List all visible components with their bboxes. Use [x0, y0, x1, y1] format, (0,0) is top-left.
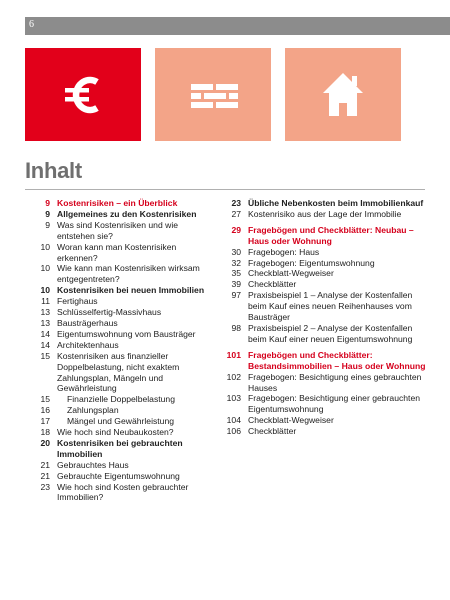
toc-entry — [25, 482, 215, 504]
toc-entry-title: Kostenrisiken – ein Überblick — [57, 198, 178, 208]
page-number: 6 — [29, 19, 34, 30]
toc-entry-title: Fertighaus — [57, 296, 98, 307]
toc-page-number: 14 — [40, 339, 50, 350]
toc-left-column — [25, 198, 215, 503]
toc-entry — [25, 340, 215, 351]
toc-entry — [25, 285, 215, 296]
toc-page-number: 17 — [40, 416, 50, 427]
toc-entry — [25, 460, 215, 471]
toc-page-number: 103 — [226, 393, 241, 404]
tile-euro — [25, 48, 141, 141]
toc-page-number: 101 — [226, 349, 241, 360]
toc-entry — [25, 416, 215, 427]
toc-page-number: 14 — [40, 328, 50, 339]
toc-entry-title: Wie hoch sind Kosten gebrauchter Immobilien? — [57, 481, 189, 503]
toc-page-number: 23 — [40, 481, 50, 492]
toc-entry-title: Zahlungsplan — [67, 405, 119, 416]
toc-entry — [222, 290, 427, 323]
toc-page-number: 39 — [231, 279, 241, 290]
toc-entry-title: Kostenrisiken bei gebrauchten Immobilien — [57, 437, 183, 459]
toc-entry-title: Checkblätter — [248, 426, 297, 437]
toc-page-number: 27 — [231, 208, 241, 219]
toc-entry — [222, 323, 427, 345]
toc-page-number: 106 — [226, 426, 241, 437]
toc-entry-title: Kostenrisiken aus finanzieller Doppelbelastung, nicht exaktem Zahlungsplan, Mängeln und Gewährleistung — [57, 350, 180, 394]
toc-entry — [25, 198, 215, 209]
toc-page-number: 11 — [41, 296, 50, 307]
toc-page-number: 20 — [40, 437, 50, 448]
toc-entry-title: Checkblätter — [248, 279, 297, 290]
toc-entry-title: Checkblatt-Wegweiser — [248, 268, 334, 279]
title-divider — [25, 189, 425, 190]
toc-entry-title: Kostenrisiko aus der Lage der Immobilie — [248, 208, 402, 219]
toc-page-number: 10 — [40, 241, 50, 252]
toc-entry-title: Gebrauchtes Haus — [57, 459, 129, 470]
toc-page-number: 9 — [45, 219, 50, 230]
tile-brick-wall — [155, 48, 271, 141]
toc-entry-title: Finanzielle Doppelbelastung — [67, 394, 175, 405]
toc-entry — [222, 225, 427, 247]
toc-page-number: 98 — [231, 322, 241, 333]
toc-entry — [222, 258, 427, 269]
toc-page-number: 16 — [40, 405, 50, 416]
toc-entry-title: Architektenhaus — [57, 339, 119, 350]
toc-entry-title: Wie kann man Kostenrisiken wirksam entgegentreten? — [57, 263, 200, 285]
toc-page-number: 13 — [40, 317, 50, 328]
toc-page-number: 13 — [40, 307, 50, 318]
toc-entry-title: Übliche Nebenkosten beim Immobilienkauf — [248, 198, 424, 208]
toc-entry-title: Mängel und Gewährleistung — [67, 416, 175, 427]
toc-entry — [222, 268, 427, 279]
toc-page-number: 18 — [40, 427, 50, 438]
toc-entry-title: Eigentumswohnung vom Bausträger — [57, 328, 196, 339]
toc-entry — [25, 220, 215, 242]
toc-entry-title: Fragebögen und Checkblätter: Neubau – Haus oder Wohnung — [248, 224, 414, 246]
toc-entry-title: Fragebogen: Haus — [248, 246, 320, 257]
toc-page-number: 21 — [40, 470, 50, 481]
toc-entry-title: Kostenrisiken bei neuen Immobilien — [57, 285, 205, 296]
toc-entry — [25, 307, 215, 318]
toc-entry — [25, 405, 215, 416]
toc-entry — [25, 318, 215, 329]
toc-entry — [25, 329, 215, 340]
toc-page-number: 104 — [226, 415, 241, 426]
toc-page-number: 9 — [45, 208, 50, 219]
toc-page-number: 97 — [231, 290, 241, 301]
brick-wall-icon — [155, 48, 271, 141]
toc-entry — [222, 247, 427, 258]
toc-entry — [25, 427, 215, 438]
toc-entry-title: Woran kann man Kostenrisiken erkennen? — [57, 241, 177, 263]
toc-entry — [25, 296, 215, 307]
toc-entry — [25, 471, 215, 482]
toc-entry — [25, 263, 215, 285]
toc-entry — [25, 438, 215, 460]
toc-entry — [222, 426, 427, 437]
euro-icon — [25, 48, 141, 141]
toc-entry-title: Was sind Kostenrisiken und wie entstehen sie? — [57, 219, 179, 241]
toc-entry-title: Checkblatt-Wegweiser — [248, 415, 334, 426]
toc-page-number: 10 — [40, 285, 50, 296]
toc-entry-title: Fragebogen: Besichtigung einer gebrauchten Eigentumswohnung — [248, 393, 420, 415]
toc-page-number: 32 — [231, 257, 241, 268]
toc-entry — [222, 209, 427, 220]
toc-entry-title: Praxisbeispiel 2 – Analyse der Kostenfallen beim Kauf einer neuen Eigentumswohnung — [248, 322, 413, 344]
toc-entry — [25, 242, 215, 264]
toc-entry — [222, 415, 427, 426]
toc-entry-title: Praxisbeispiel 1 – Analyse der Kostenfallen beim Kauf eines neuen Reihenhauses vom Bausträger — [248, 290, 413, 323]
toc-entry-title: Allgemeines zu den Kostenrisiken — [57, 208, 197, 219]
toc-entry-title: Gebrauchte Eigentumswohnung — [57, 470, 180, 481]
toc-page-number: 30 — [231, 246, 241, 257]
toc-page-number: 15 — [40, 350, 50, 361]
tile-house — [285, 48, 401, 141]
toc-entry-title: Bausträgerhaus — [57, 317, 118, 328]
toc-page-number: 23 — [231, 198, 241, 208]
toc-entry — [222, 350, 427, 372]
toc-entry-title: Fragebögen und Checkblätter: Bestandsimmobilien – Haus oder Wohnung — [248, 349, 426, 371]
house-icon — [285, 48, 401, 141]
toc-page-number: 21 — [40, 459, 50, 470]
toc-right-column — [222, 198, 427, 437]
toc-page-number: 29 — [231, 224, 241, 235]
toc-page-number: 35 — [231, 268, 241, 279]
toc-entry — [222, 279, 427, 290]
toc-entry — [222, 393, 427, 415]
toc-entry — [222, 198, 427, 209]
toc-page-number: 15 — [40, 394, 50, 405]
toc-entry-title: Fragebogen: Besichtigung eines gebrauchten Hauses — [248, 371, 422, 393]
header-bar — [25, 17, 450, 35]
toc-entry-title: Schlüsselfertig-Massivhaus — [57, 307, 162, 318]
toc-page-number: 102 — [226, 371, 241, 382]
toc-entry-title: Fragebogen: Eigentumswohnung — [248, 257, 375, 268]
toc-entry — [25, 394, 215, 405]
toc-entry — [25, 209, 215, 220]
toc-page-number: 10 — [40, 263, 50, 274]
toc-entry-title: Wie hoch sind Neubaukosten? — [57, 427, 174, 438]
toc-page-number: 9 — [45, 198, 50, 208]
toc-entry — [25, 351, 215, 395]
page-title: Inhalt — [25, 158, 82, 183]
toc-entry — [222, 372, 427, 394]
